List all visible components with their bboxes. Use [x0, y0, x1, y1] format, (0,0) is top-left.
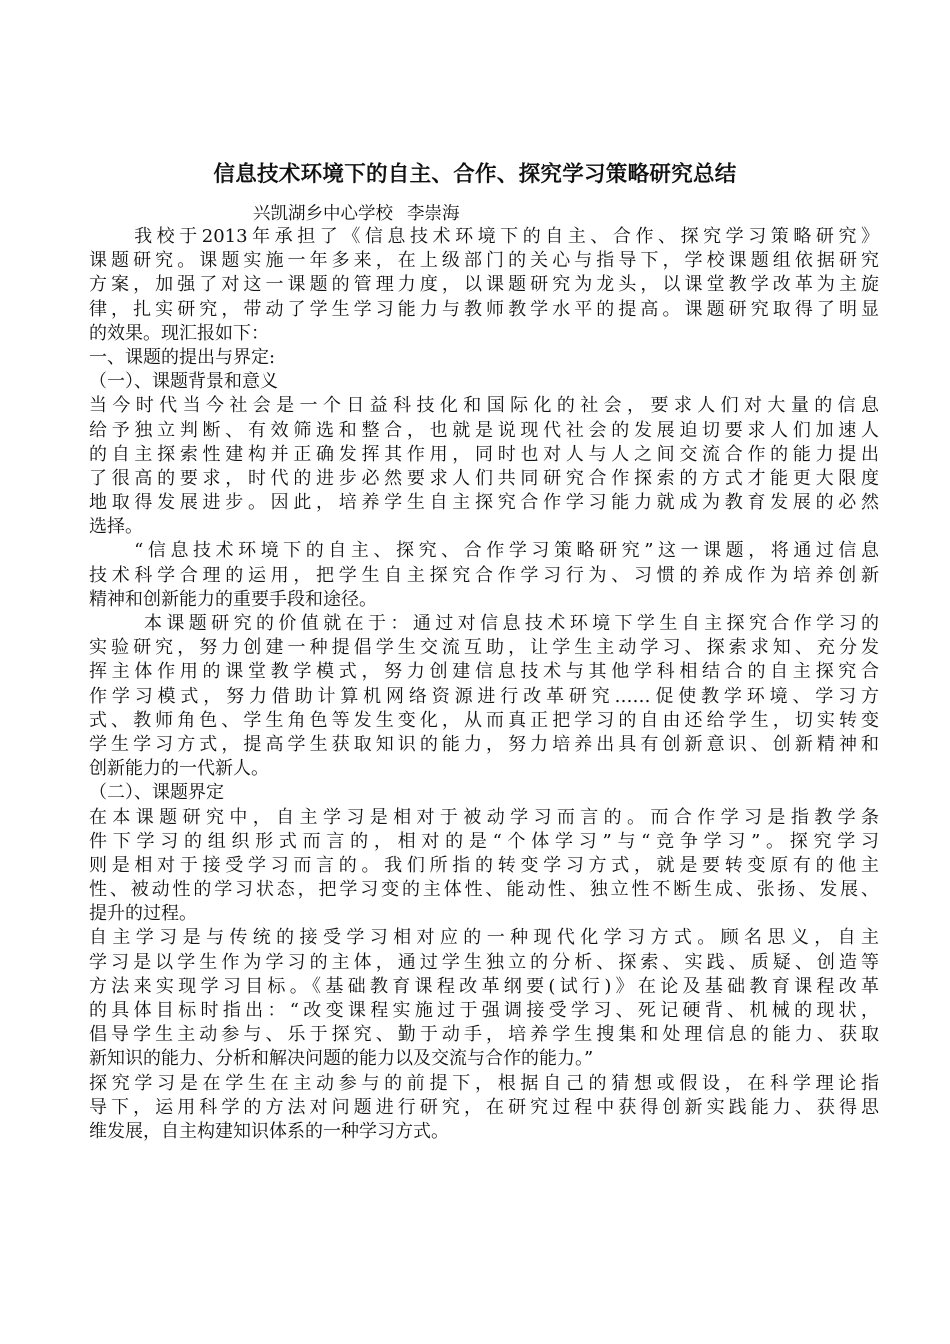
text-line: 方法来实现学习目标。《基础教育课程改革纲要(试行)》在论及基础教育课程改革 — [89, 975, 879, 997]
text-line: 我校于2013年承担了《信息技术环境下的自主、合作、探究学习策略研究》 — [89, 226, 879, 247]
text-line: 的效果。现汇报如下： — [89, 322, 269, 344]
text-line: 倡导学生主动参与、乐于探究、勤于动手，培养学生搜集和处理信息的能力、获取 — [89, 1024, 879, 1046]
text-line: “信息技术环境下的自主、探究、合作学习策略研究”这一课题，将通过信息 — [89, 540, 879, 562]
text-line: 方案，加强了对这一课题的管理力度，以课题研究为龙头，以课堂教学改革为主旋 — [89, 274, 879, 296]
text-line: 课题研究。课题实施一年多来，在上级部门的关心与指导下，学校课题组依据研究 — [89, 250, 879, 272]
text-line: 式、教师角色、学生角色等发生变化，从而真正把学习的自由还给学生，切实转变 — [89, 709, 879, 731]
subsection-heading: （二）、课题界定 — [89, 782, 224, 804]
text-line: 了很高的要求，时代的进步必然要求人们共同研究合作探索的方式才能更大限度 — [89, 467, 879, 489]
text-line: 性、被动性的学习状态，把学习变的主体性、能动性、独立性不断生成、张扬、发展、 — [89, 879, 879, 901]
text-line: 当今时代当今社会是一个日益科技化和国际化的社会，要求人们对大量的信息 — [89, 395, 879, 417]
text-line: 件下学习的组织形式而言的，相对的是“个体学习”与“竞争学习”。探究学习 — [89, 830, 879, 852]
subsection-heading: （一）、课题背景和意义 — [89, 371, 278, 393]
section-heading: 一、课题的提出与界定: — [89, 346, 276, 368]
text-line: 新知识的能力、分析和解决问题的能力以及交流与合作的能力。” — [89, 1048, 594, 1070]
text-line: 探究学习是在学生在主动参与的前提下，根据自己的猜想或假设，在科学理论指 — [89, 1072, 879, 1094]
text-line: 维发展，自主构建知识体系的一种学习方式。 — [89, 1120, 449, 1142]
text-line: 则是相对于接受学习而言的。我们所指的转变学习方式，就是要转变原有的他主 — [89, 854, 879, 876]
document-body — [89, 225, 879, 1144]
author-school: 兴凯湖乡中心学校 — [253, 204, 393, 224]
text-line: 导下，运用科学的方法对问题进行研究，在研究过程中获得创新实践能力、获得思 — [89, 1096, 879, 1118]
text-line: 律，扎实研究，带动了学生学习能力与教师教学水平的提高。课题研究取得了明显 — [89, 298, 879, 320]
text-line: 的具体目标时指出：“改变课程实施过于强调接受学习、死记硬背、机械的现状， — [89, 1000, 879, 1021]
text-line: 在本课题研究中，自主学习是相对于被动学习而言的。而合作学习是指教学条 — [89, 806, 879, 828]
author-byline — [253, 202, 460, 226]
text-line: 提升的过程。 — [89, 903, 197, 925]
text-line: 精神和创新能力的重要手段和途径。 — [89, 588, 377, 610]
text-line: 地取得发展进步。因此，培养学生自主探究合作学习能力就成为教育发展的必然 — [89, 492, 879, 514]
text-line: 给予独立判断、有效筛选和整合，也就是说现代社会的发展迫切要求人们加速人 — [89, 419, 879, 441]
text-line: 自主学习是与传统的接受学习相对应的一种现代化学习方式。顾名思义，自主 — [89, 927, 879, 949]
text-line: 的自主探索性建构并正确发挥其作用，同时也对人与人之间交流合作的能力提出 — [89, 443, 879, 465]
text-line: 挥主体作用的课堂教学模式，努力创建信息技术与其他学科相结合的自主探究合 — [89, 661, 879, 683]
text-line: 选择。 — [89, 516, 143, 538]
text-line: 创新能力的一代新人。 — [89, 758, 269, 780]
text-line: 实验研究，努力创建一种提倡学生交流互助，让学生主动学习、探索求知、充分发 — [89, 637, 879, 659]
text-line: 作学习模式，努力借助计算机网络资源进行改革研究……促使教学环境、学习方 — [89, 685, 879, 707]
text-line: 技术科学合理的运用，把学生自主探究合作学习行为、习惯的养成作为培养创新 — [89, 564, 879, 586]
text-line: 本课题研究的价值就在于：通过对信息技术环境下学生自主探究合作学习的 — [89, 613, 879, 634]
document-title: 信息技术环境下的自主、合作、探究学习策略研究总结 — [213, 162, 737, 187]
text-line: 学习是以学生作为学习的主体，通过学生独立的分析、探索、实践、质疑、创造等 — [89, 951, 879, 973]
text-line: 学生学习方式，提高学生获取知识的能力，努力培养出具有创新意识、创新精神和 — [89, 733, 879, 755]
author-name: 李崇海 — [407, 204, 460, 224]
